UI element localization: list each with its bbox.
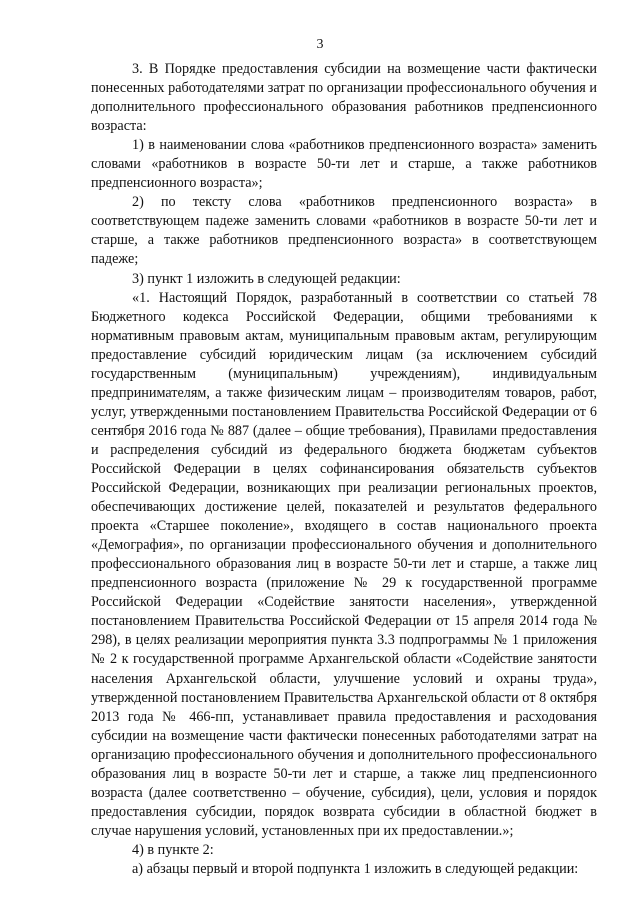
page-number: 3 — [316, 37, 324, 52]
paragraph-item-3: 3. В Порядке предоставления субсидии на возмещение части фактически понесенных работодателями затрат по организации профессионального обучения и дополнительного профессионального образования работников предпенсионного возраста: — [91, 61, 597, 135]
paragraph-subitem-4a: а) абзацы первый и второй подпункта 1 изложить в следующей редакции: — [132, 860, 579, 877]
paragraph-subitem-2: 2) по тексту слова «работников предпенсионного возраста» в соответствующем падеже заменить словами «работников в возрасте 50-ти лет и старше, а также работников предпенсионного возраста» в соответствующем падеже; — [91, 194, 597, 268]
document-body — [91, 60, 597, 879]
paragraph-subitem-3: 3) пункт 1 изложить в следующей редакции: — [132, 270, 401, 287]
paragraph-new-wording-point-1: «1. Настоящий Порядок, разработанный в соответствии со статьей 78 Бюджетного кодекса Российской Федерации, общими требованиями к нормативным правовым актам, муниципальным правовым актам, регулирующим предоставление субсидий юридическим лицам (за исключением субсидий государственным (муниципальным) учреждениям), индивидуальным предпринимателям, а также физическим лицам – производителям товаров, работ, услуг, утвержденными постановлением Правительства Российской Федерации от 6 сентября 2016 года № 887 (далее – общие требования), Правилами предоставления и распределения субсидий из федерального бюджета бюджетам субъектов Российской Федерации в целях софинансирования обязательств субъектов Российской Федерации, возникающих при реализации региональных проектов, обеспечивающих достижение целей, показателей и результатов федерального проекта «Старшее поколение», входящего в состав национального проекта «Демография», по организации профессионального обучения и дополнительного профессионального образования лиц в возрасте 50-ти лет и старше, а также лиц предпенсионного возраста (приложение № 29 к государственной программе Российской Федерации «Содействие занятости населения», утвержденной постановлением Правительства Российской Федерации от 15 апреля 2014 года № 298), в целях реализации мероприятия пункта 3.3 подпрограммы № 1 приложения № 2 к государственной программе Архангельской области «Содействие занятости населения Архангельской области, улучшение условий и охраны труда», утвержденной постановлением Правительства Архангельской области от 8 октября 2013 года № 466-пп, устанавливает правила предоставления и расходования субсидии на возмещение части фактически понесенных работодателями затрат на организацию профессионального обучения и дополнительного профессионального образования лиц в возрасте 50-ти лет и старше, а также лиц предпенсионного возраста (далее соответственно – обучение, субсидия), цели, условия и порядок предоставления субсидии, порядок возврата субсидии в областной бюджет в случае нарушения условий, установленных при их предоставлении.»; — [91, 289, 597, 839]
paragraph-subitem-4: 4) в пункте 2: — [132, 841, 214, 858]
paragraph-subitem-1: 1) в наименовании слова «работников предпенсионного возраста» заменить словами «работников в возрасте 50-ти лет и старше, а также работников предпенсионного возраста»; — [91, 137, 597, 192]
